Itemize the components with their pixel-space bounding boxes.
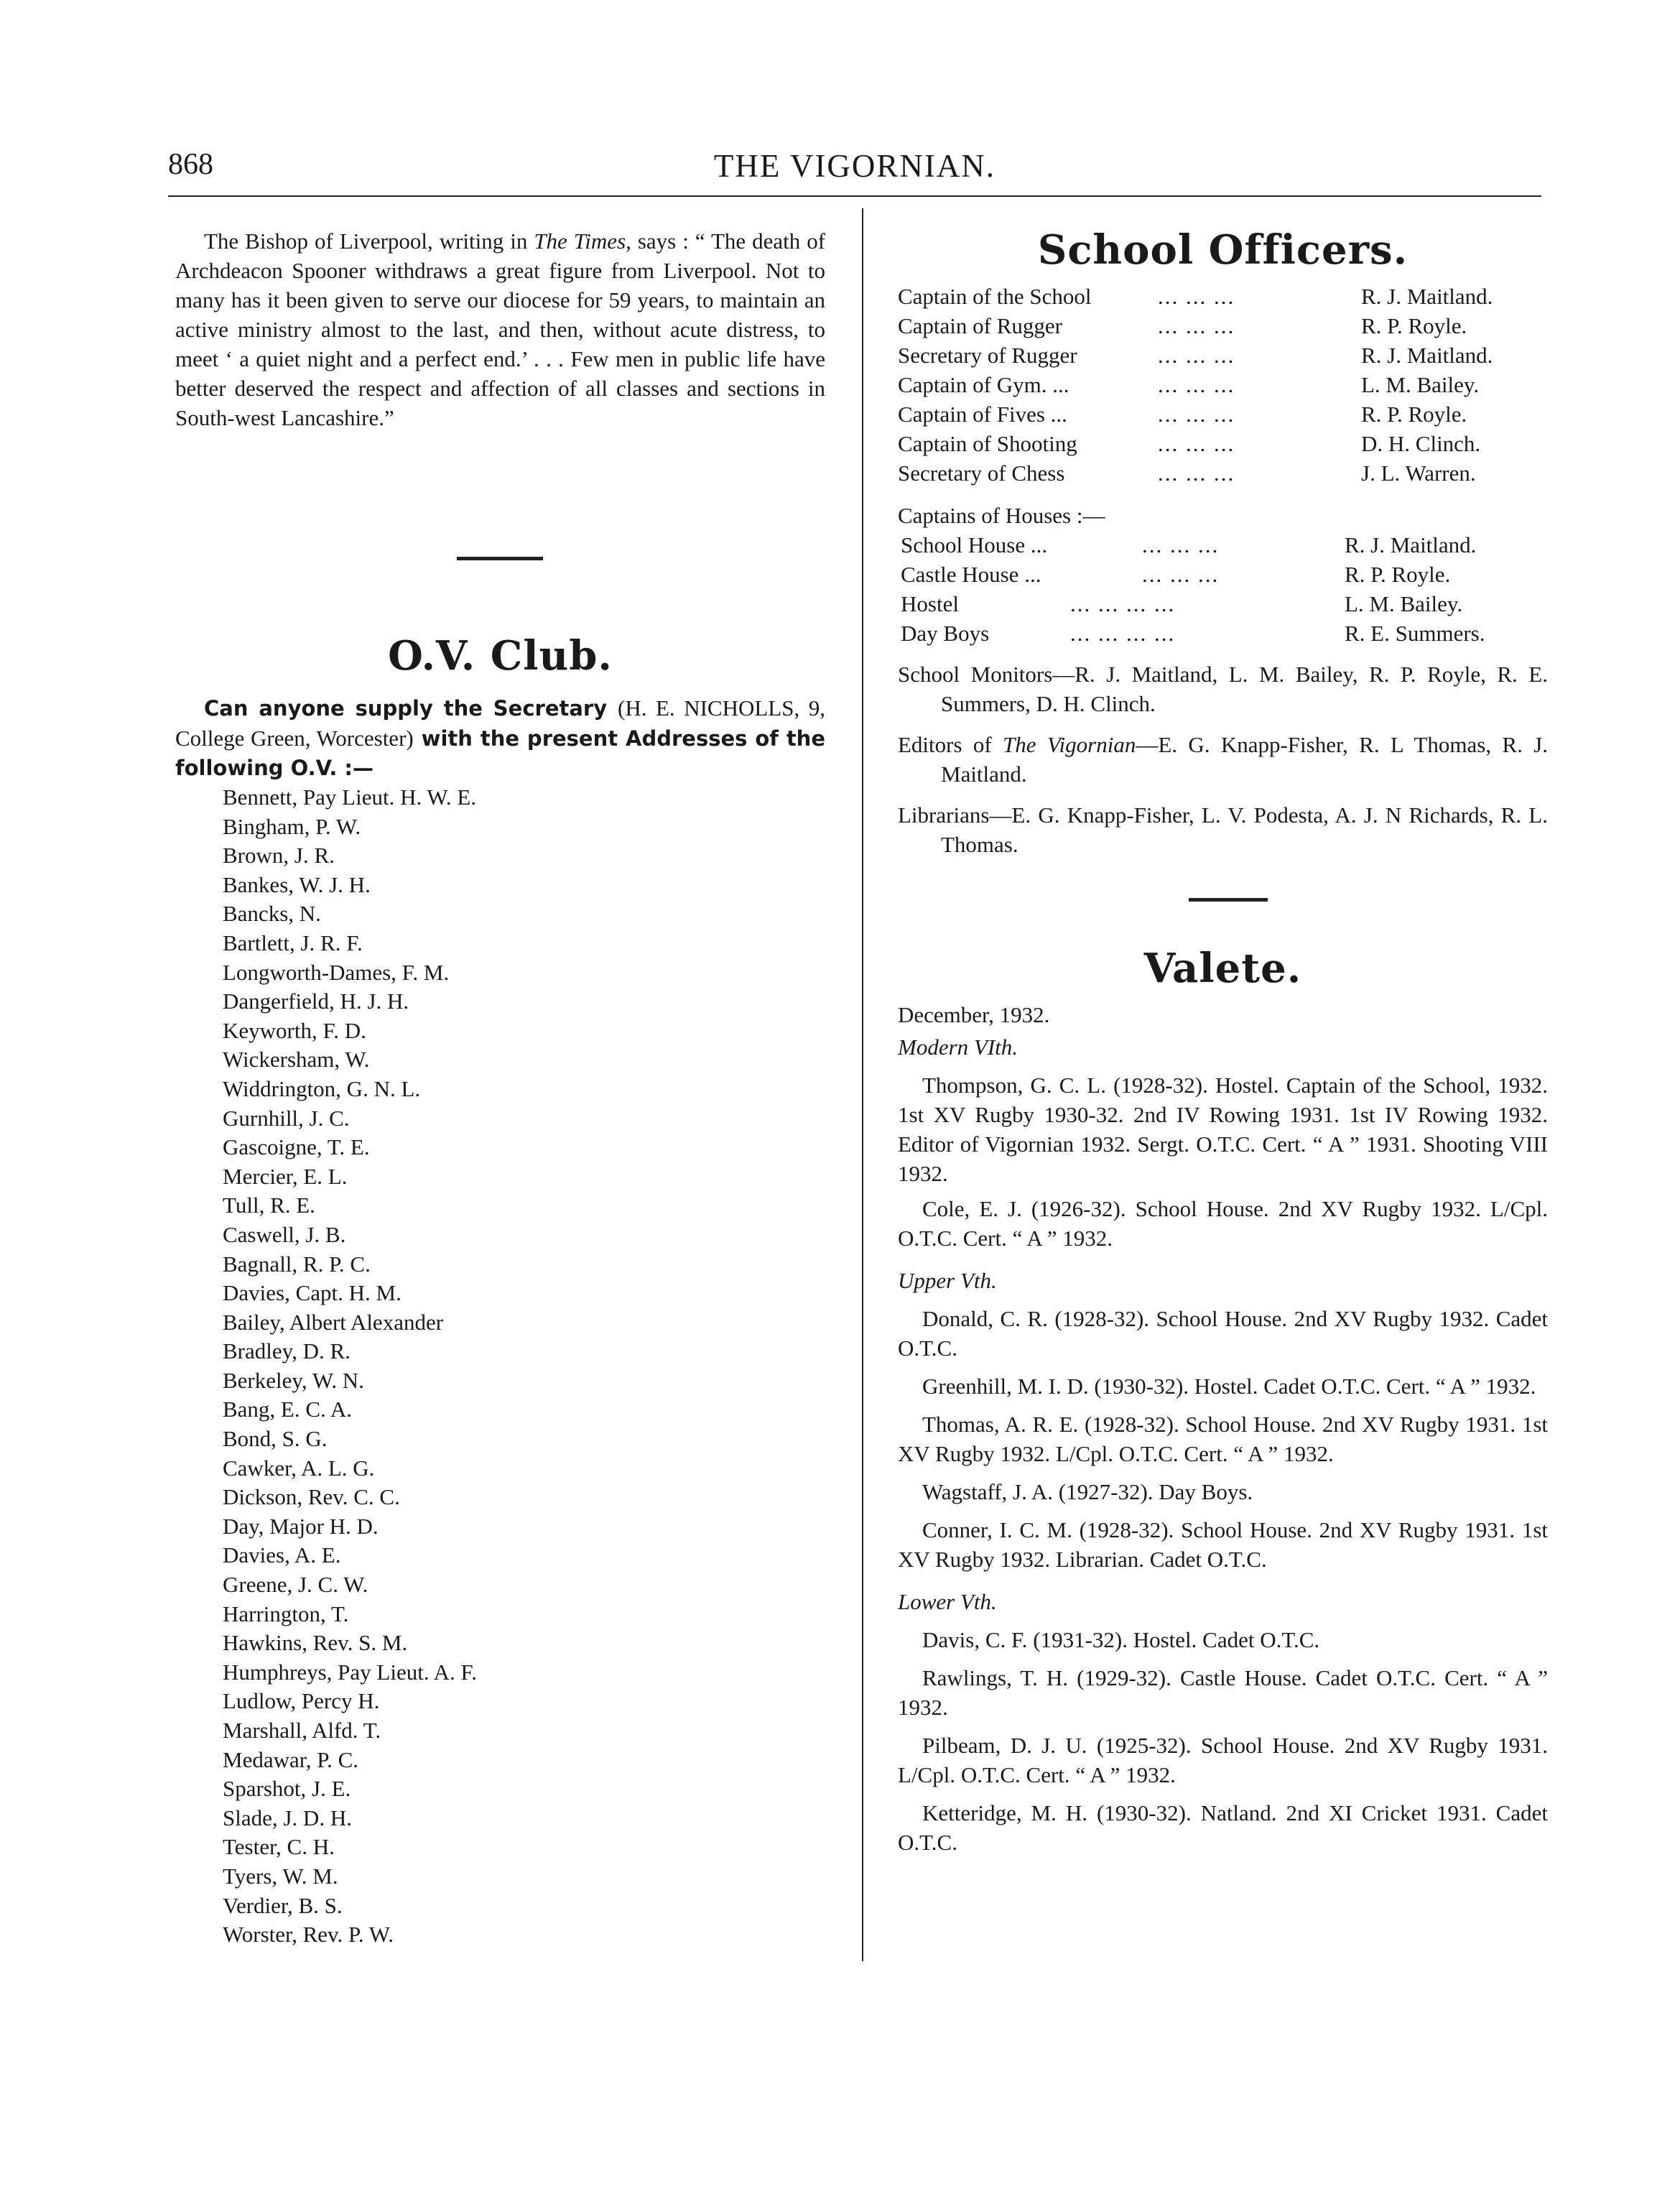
house-row [898, 619, 1548, 648]
house-row [898, 589, 1548, 619]
page-number: 868 [168, 148, 213, 181]
valete-entry: Pilbeam, D. J. U. (1925-32). School House. 2nd XV Rugby 1931. L/Cpl. O.T.C. Cert. “ A ” 1932. [898, 1733, 1548, 1787]
officer-row [898, 311, 1548, 341]
house-row [898, 560, 1548, 589]
leader-dots: ... ... ... [1158, 313, 1235, 338]
valete-entry: Thompson, G. C. L. (1928-32). Hostel. Captain of the School, 1932. 1st XV Rugby 1930-32. 2nd IV Rowing 1931. 1st IV Rowing 1932. Editor of Vigornian 1932. Sergt. O.T.C. Cert. “ A ” 1931. Shooting VIII 1932. [898, 1073, 1548, 1186]
editors [898, 730, 1548, 789]
list-item: Bankes, W. J. H. [223, 871, 371, 897]
house-captain: R. J. Maitland. [1345, 532, 1477, 557]
officer-name: R. J. Maitland. [1361, 284, 1493, 309]
valete-entry: Ketteridge, M. H. (1930-32). Natland. 2nd XI Cricket 1931. Cadet O.T.C. [898, 1800, 1548, 1855]
list-item: Cawker, A. L. G. [223, 1455, 375, 1481]
list-item: Caswell, J. B. [223, 1221, 346, 1247]
bishop-quote: “ The death of Archdeacon Spooner withdraws a great figure from Liverpool. Not to many has it been given to serve our diocese for 59 years, to maintain an active ministry almost to the last, and then, without acute distress, to meet ‘ a quiet night and a perfect end.’ . . . Few men in public life have better deserved the respect and affection of all classes and sections in South-west Lancashire.” [175, 228, 826, 430]
list-item: Davies, A. E. [223, 1542, 341, 1568]
officer-row [898, 370, 1548, 399]
editors-label: Editors of [898, 732, 992, 757]
missing-address-list [223, 783, 477, 1950]
list-item: Bancks, N. [223, 901, 321, 927]
officer-role: Captain of Fives ... [898, 402, 1067, 427]
officer-role: Captain of Rugger [898, 313, 1063, 338]
list-item: Mercier, E. L. [223, 1163, 348, 1189]
officer-name: R. P. Royle. [1361, 402, 1467, 427]
bishop-says: says : [637, 228, 689, 254]
list-item: Day, Major H. D. [223, 1513, 379, 1539]
request-part-b: (H. E. NICHOLLS, 9, College Green, Worcester) [175, 695, 825, 751]
header-rule [168, 195, 1541, 197]
leader-dots: ... ... ... [1158, 284, 1235, 309]
bishop-paragraph [175, 226, 825, 432]
officer-role: Captain of Gym. ... [898, 372, 1069, 397]
bishop-source: The Times, [534, 228, 631, 254]
section-divider [457, 557, 543, 560]
list-item: Ludlow, Percy H. [223, 1688, 380, 1714]
list-item: Bang, E. C. A. [223, 1397, 352, 1422]
list-item: Worster, Rev. P. W. [223, 1922, 394, 1948]
leader-dots: ... ... ... [1142, 532, 1220, 557]
school-officers-heading: School Officers. [1037, 226, 1408, 274]
house-name: Day Boys [901, 621, 990, 646]
librarians: Librarians—E. G. Knapp-Fisher, L. V. Podesta, A. J. N Richards, R. L. Thomas. [898, 802, 1548, 857]
house-row [898, 530, 1548, 560]
ov-club-request [175, 693, 825, 783]
officer-name: D. H. Clinch. [1361, 431, 1481, 456]
list-item: Greene, J. C. W. [223, 1572, 368, 1598]
list-item: Bradley, D. R. [223, 1338, 351, 1364]
list-item: Bond, S. G. [223, 1426, 328, 1452]
list-item: Medawar, P. C. [223, 1746, 359, 1772]
officer-row [898, 282, 1548, 311]
list-item: Keyworth, F. D. [223, 1017, 366, 1043]
section-divider [1189, 898, 1268, 902]
leader-dots: ... ... ... [1158, 460, 1235, 486]
list-item: Bennett, Pay Lieut. H. W. E. [223, 784, 477, 810]
house-captain: R. E. Summers. [1345, 621, 1485, 646]
form-label: Upper Vth. [898, 1268, 997, 1293]
officer-name: R. J. Maitland. [1361, 343, 1493, 368]
house-captain: L. M. Bailey. [1345, 591, 1463, 616]
valete-list [898, 1000, 1548, 1857]
list-item: Dangerfield, H. J. H. [223, 989, 409, 1014]
officer-role: Captain of the School [898, 284, 1092, 309]
list-item: Davies, Capt. H. M. [223, 1280, 402, 1306]
page-header [168, 147, 1541, 192]
request-part-c: with the present Addresses of the following O.V. :— [175, 726, 825, 780]
form-label: Lower Vth. [898, 1589, 997, 1614]
houses-heading: Captains of Houses :— [898, 503, 1105, 528]
valete-heading: Valete. [1143, 945, 1302, 992]
officer-name: J. L. Warren. [1361, 460, 1476, 486]
valete-entry: Thomas, A. R. E. (1928-32). School House. 2nd XV Rugby 1931. 1st XV Rugby 1932. L/Cpl. O.T.C. Cert. “ A ” 1932. [898, 1412, 1548, 1466]
house-captain: R. P. Royle. [1345, 562, 1451, 587]
valete-date: December, 1932. [898, 1002, 1050, 1027]
ov-club-heading: O.V. Club. [388, 632, 613, 680]
editors-title: The Vigornian [1003, 732, 1136, 757]
officer-role: Secretary of Chess [898, 460, 1065, 486]
list-item: Tester, C. H. [223, 1834, 335, 1860]
leader-dots: ... ... ... [1158, 372, 1235, 397]
list-item: Berkeley, W. N. [223, 1367, 364, 1393]
list-item: Gurnhill, J. C. [223, 1105, 350, 1131]
valete-entry: Conner, I. C. M. (1928-32). School House. 2nd XV Rugby 1931. 1st XV Rugby 1932. Librarian. Cadet O.T.C. [898, 1517, 1548, 1572]
officer-row [898, 429, 1548, 458]
school-monitors: School Monitors—R. J. Maitland, L. M. Bailey, R. P. Royle, R. E. Summers, D. H. Clinch. [898, 662, 1548, 716]
valete-entry: Greenhill, M. I. D. (1930-32). Hostel. Cadet O.T.C. Cert. “ A ” 1932. [922, 1374, 1536, 1399]
list-item: Bartlett, J. R. F. [223, 930, 363, 955]
list-item: Bingham, P. W. [223, 813, 361, 839]
list-item: Dickson, Rev. C. C. [223, 1484, 400, 1510]
valete-entry: Rawlings, T. H. (1929-32). Castle House. Cadet O.T.C. Cert. “ A ” 1932. [898, 1665, 1548, 1720]
leader-dots: ... ... ... [1142, 562, 1220, 587]
list-item: Verdier, B. S. [223, 1892, 343, 1918]
valete-entry: Davis, C. F. (1931-32). Hostel. Cadet O.T.C. [922, 1627, 1320, 1652]
list-item: Harrington, T. [223, 1601, 349, 1626]
running-title: THE VIGORNIAN. [713, 148, 996, 184]
editors-names: —E. G. Knapp-Fisher, R. L Thomas, R. J. Maitland. [941, 732, 1548, 787]
list-item: Longworth-Dames, F. M. [223, 959, 450, 985]
list-item: Marshall, Alfd. T. [223, 1718, 381, 1743]
officers-table [898, 282, 1548, 859]
column-divider [862, 208, 863, 1961]
list-item: Bailey, Albert Alexander [223, 1309, 444, 1335]
list-item: Hawkins, Rev. S. M. [223, 1630, 408, 1656]
valete-entry: Wagstaff, J. A. (1927-32). Day Boys. [922, 1479, 1253, 1504]
list-item: Widdrington, G. N. L. [223, 1075, 421, 1101]
officer-name: R. P. Royle. [1361, 313, 1467, 338]
list-item: Humphreys, Pay Lieut. A. F. [223, 1659, 478, 1685]
house-name: Castle House ... [901, 562, 1041, 587]
list-item: Tyers, W. M. [223, 1863, 338, 1889]
list-item: Wickersham, W. [223, 1047, 370, 1073]
officer-row [898, 458, 1548, 488]
leader-dots: ... ... ... [1158, 343, 1235, 368]
valete-entry: Donald, C. R. (1928-32). School House. 2nd XV Rugby 1932. Cadet O.T.C. [898, 1306, 1548, 1361]
list-item: Brown, J. R. [223, 843, 335, 869]
valete-entry: Cole, E. J. (1926-32). School House. 2nd XV Rugby 1932. L/Cpl. O.T.C. Cert. “ A ” 1932. [898, 1196, 1548, 1251]
officer-row [898, 399, 1548, 429]
leader-dots: ... ... ... [1158, 402, 1235, 427]
list-item: Slade, J. D. H. [223, 1805, 352, 1830]
list-item: Gascoigne, T. E. [223, 1134, 370, 1160]
officer-row [898, 341, 1548, 370]
list-item: Bagnall, R. P. C. [223, 1251, 371, 1277]
leader-dots: ... ... ... ... [1070, 591, 1176, 616]
house-name: School House ... [901, 532, 1048, 557]
list-item: Tull, R. E. [223, 1193, 315, 1218]
request-part-a: Can anyone supply the Secretary [204, 696, 608, 721]
officer-role: Secretary of Rugger [898, 343, 1077, 368]
leader-dots: ... ... ... [1158, 431, 1235, 456]
leader-dots: ... ... ... ... [1070, 621, 1176, 646]
house-name: Hostel [901, 591, 959, 616]
officer-role: Captain of Shooting [898, 431, 1077, 456]
list-item: Sparshot, J. E. [223, 1776, 351, 1802]
form-label: Modern VIth. [898, 1034, 1018, 1060]
bishop-intro: The Bishop of Liverpool, writing in [204, 228, 528, 254]
officer-name: L. M. Bailey. [1361, 372, 1480, 397]
